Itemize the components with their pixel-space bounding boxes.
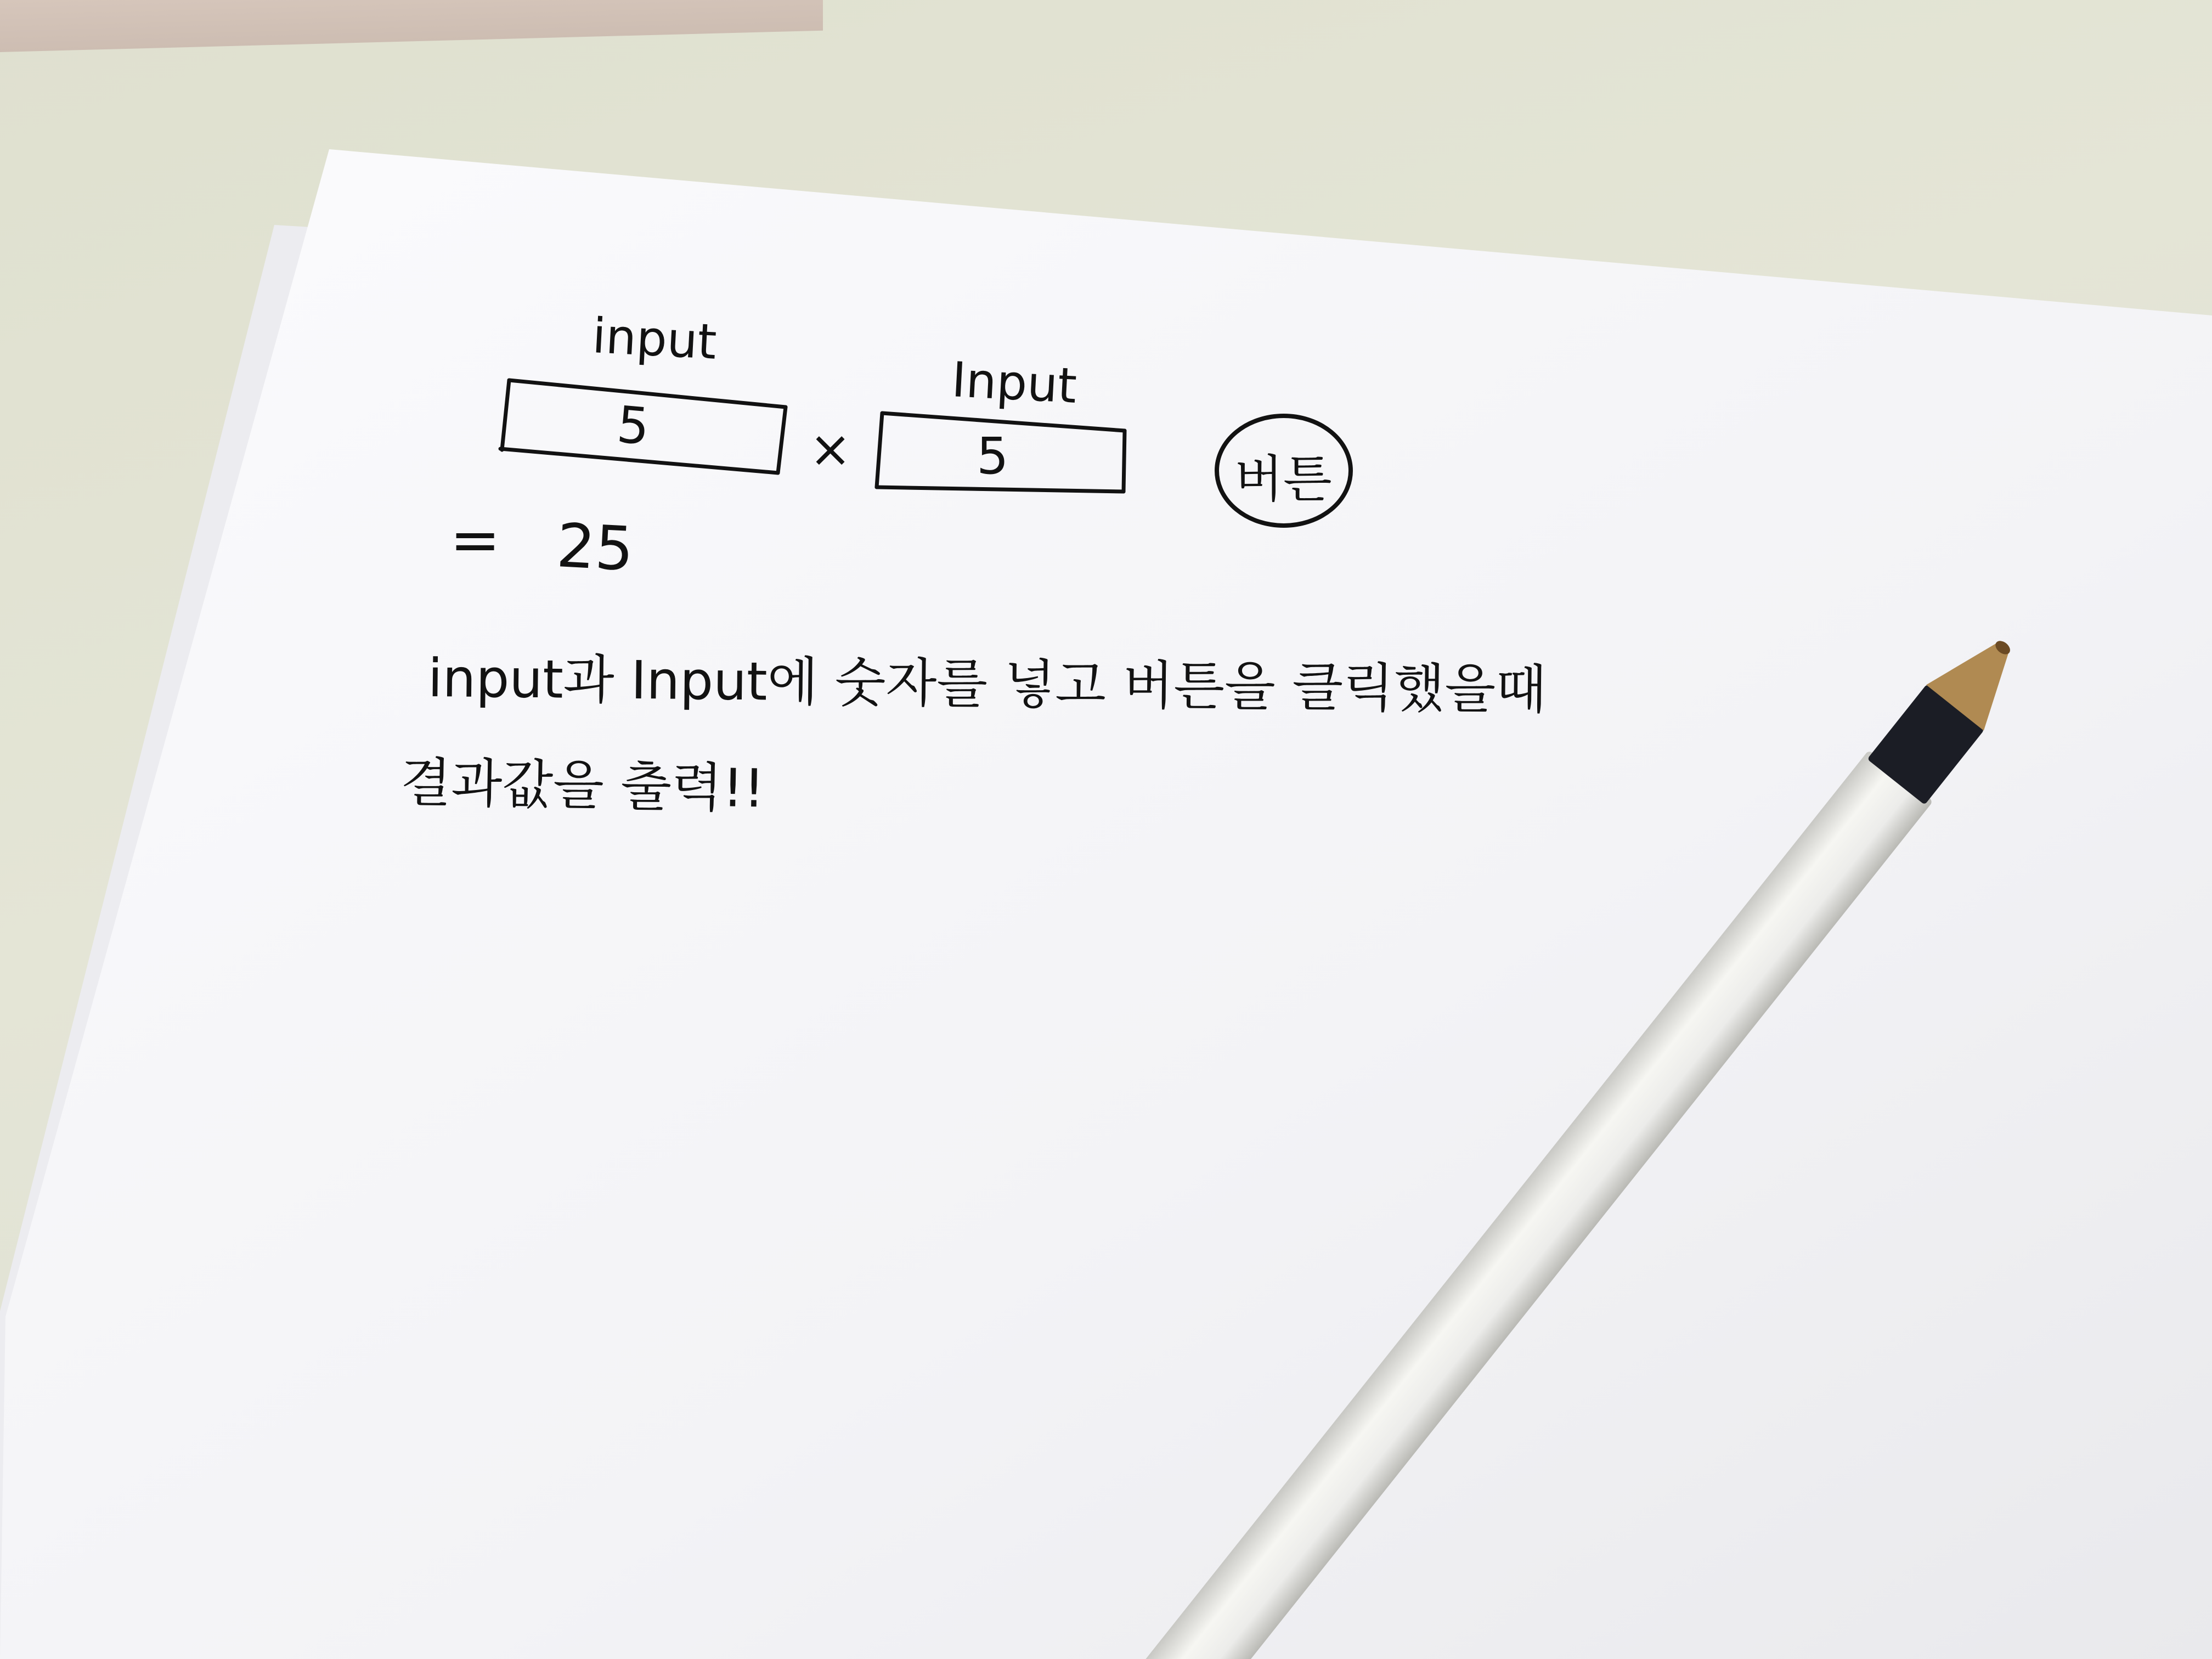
button-label: 버튼	[1234, 450, 1332, 509]
input-1-label: input	[591, 307, 718, 370]
instruction-line-1: input과 Input에 숫자를 넣고 버튼을 클릭했을때	[427, 647, 1547, 721]
result-value: 25	[555, 510, 636, 585]
equals-sign: =	[450, 505, 501, 575]
instruction-line-2: 결과값을 출력!!	[399, 752, 765, 820]
input-2-value: 5	[977, 427, 1009, 486]
times-sign: ×	[809, 420, 852, 478]
input-1-value: 5	[614, 395, 652, 456]
input-2-label: Input	[950, 351, 1079, 414]
paper-sheet	[0, 149, 2212, 1659]
